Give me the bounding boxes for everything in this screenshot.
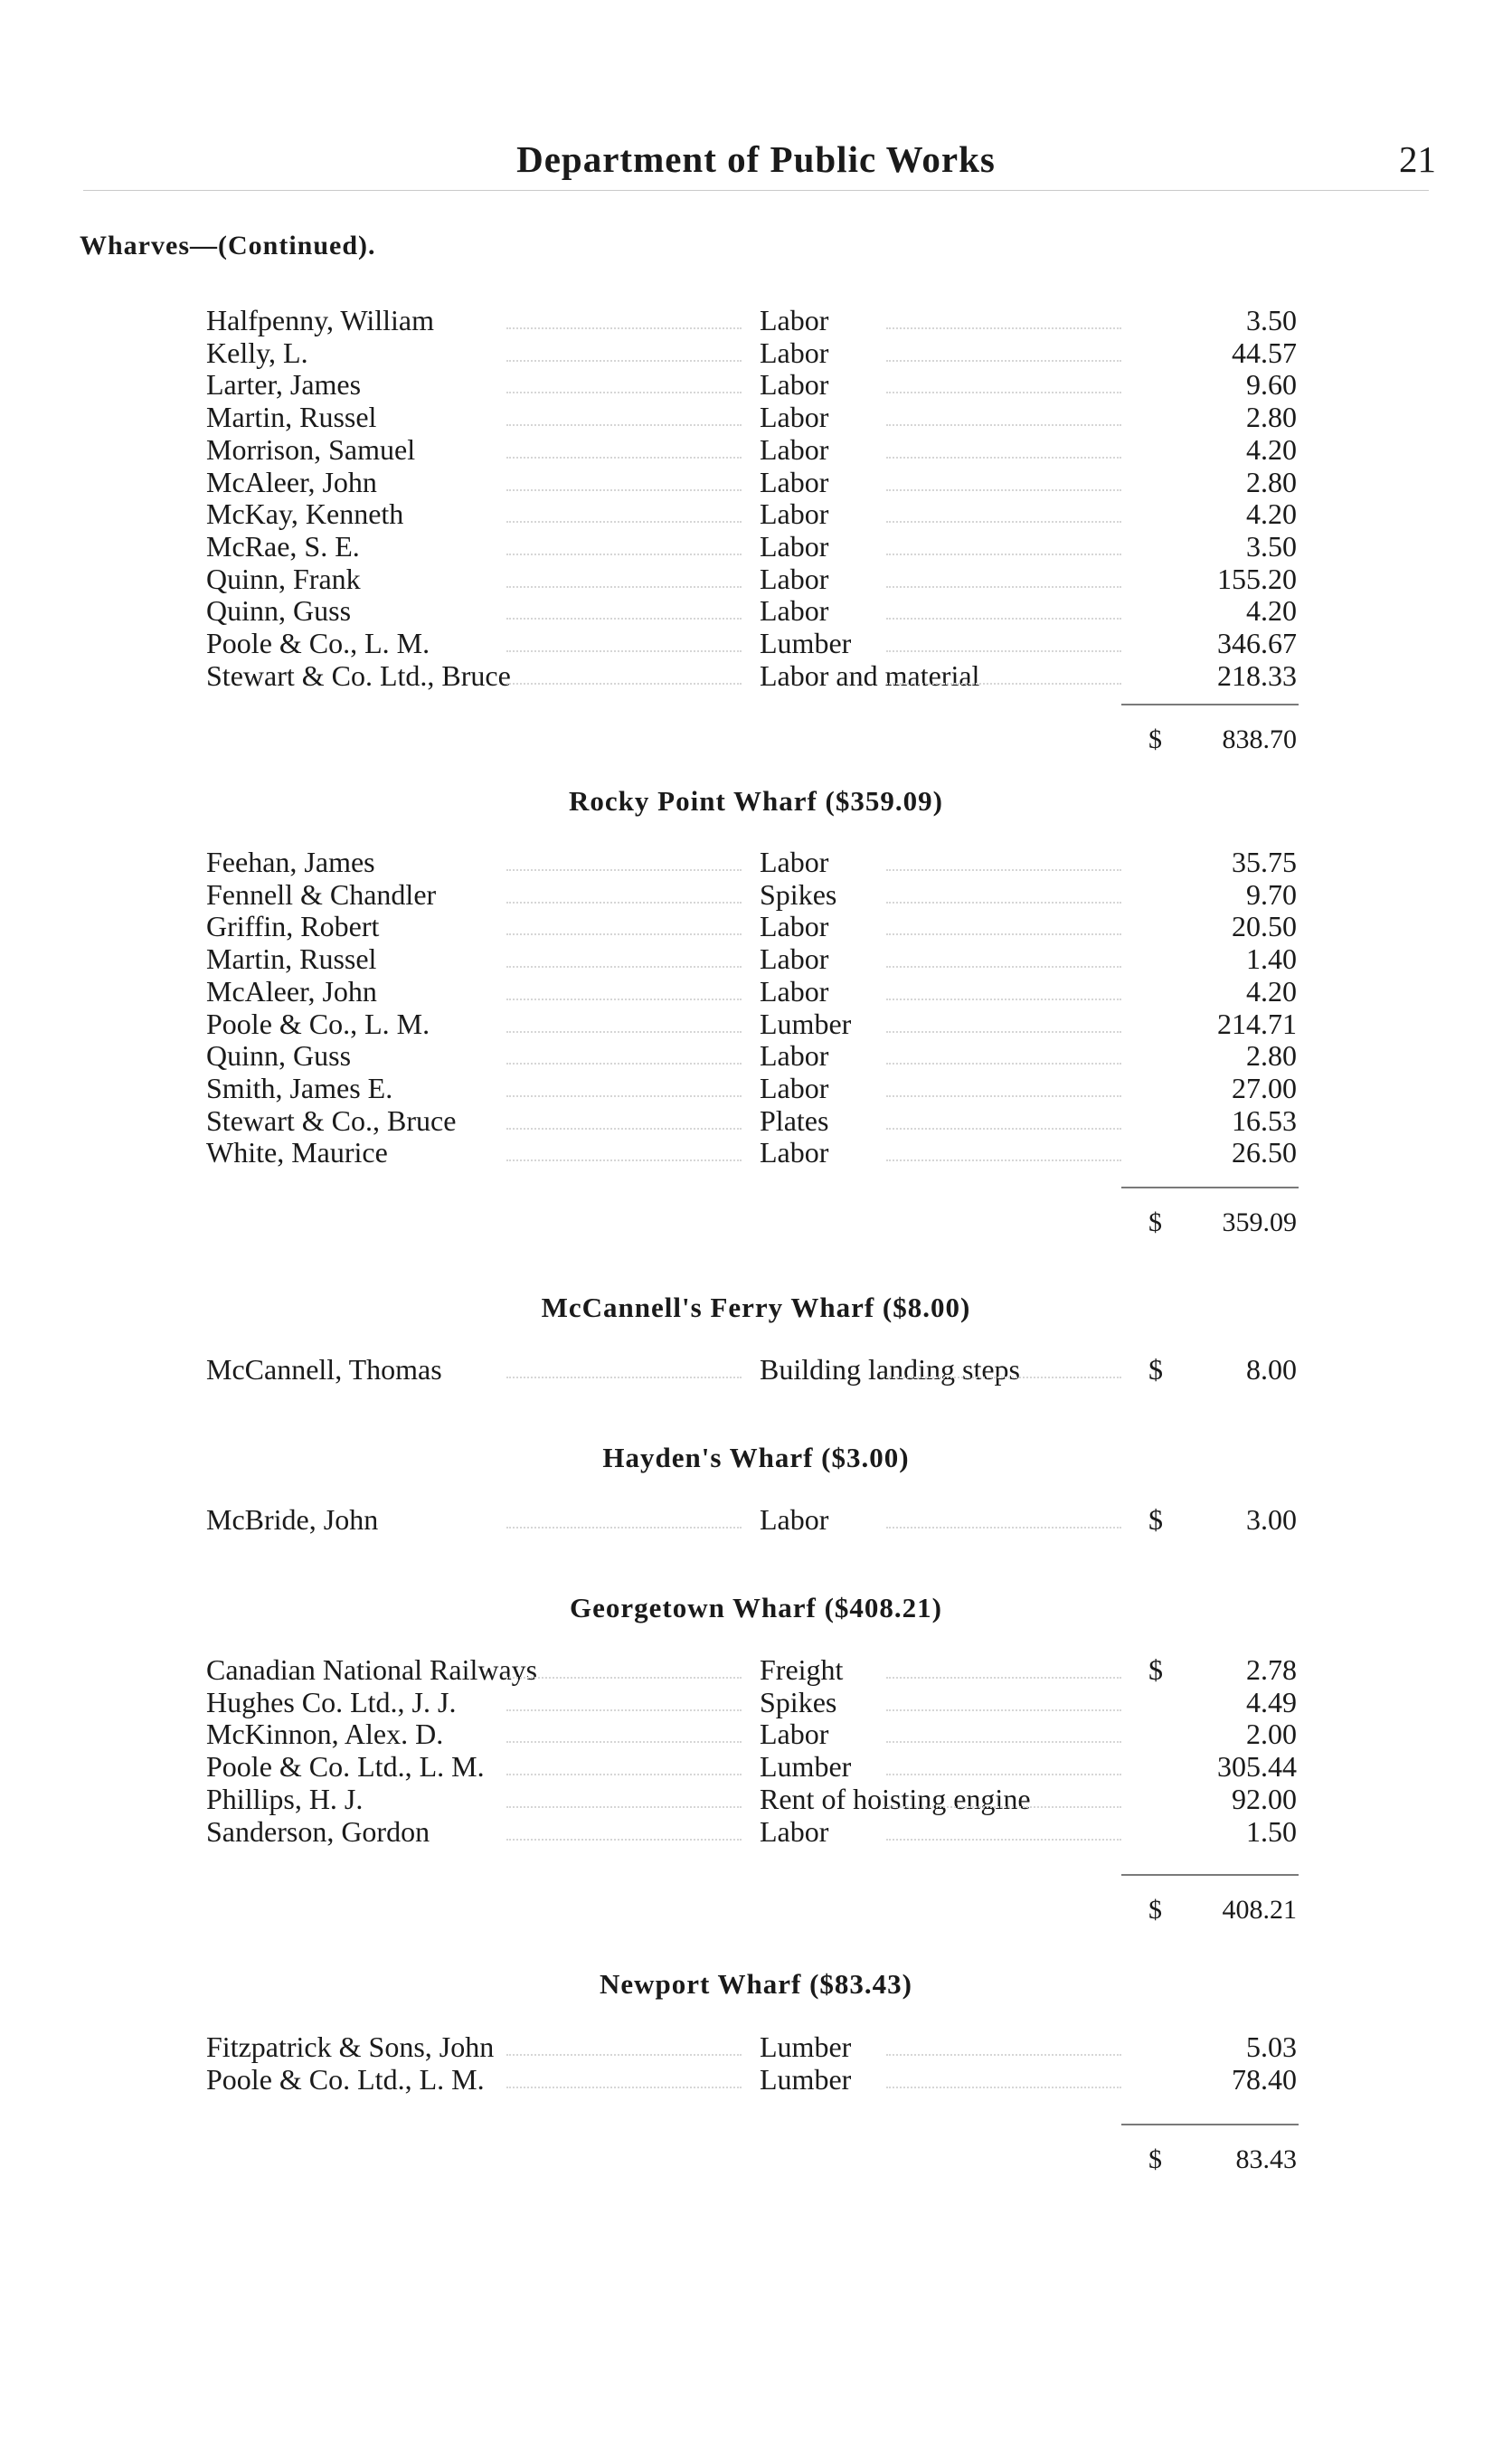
expense-item: Labor (760, 1503, 829, 1536)
expense-item: Labor (760, 942, 829, 976)
ledger-row (0, 497, 1512, 530)
amount: 27.00 (1232, 1071, 1297, 1104)
expense-item: Labor (760, 594, 829, 628)
expense-item: Spikes (760, 877, 837, 911)
payee-name: Griffin, Robert (206, 910, 380, 943)
total-rule (1121, 1874, 1299, 1876)
ledger-row (0, 2030, 1512, 2063)
amount: 9.60 (1246, 368, 1297, 402)
expense-item: Rent of hoisting engine (760, 1782, 1031, 1815)
amount: 2.80 (1246, 1039, 1297, 1073)
ledger-row (0, 401, 1512, 433)
ledger-row (0, 627, 1512, 659)
amount: 346.67 (1217, 627, 1297, 659)
dot-leader (506, 2054, 742, 2056)
dot-leader (886, 683, 1121, 685)
ledger-row (0, 942, 1512, 975)
ledger-row (0, 910, 1512, 942)
expense-item: Labor (760, 1136, 829, 1169)
ledger-row (0, 1104, 1512, 1137)
ledger-row (0, 1136, 1512, 1169)
total-amount: 408.21 (1222, 1895, 1297, 1925)
dot-leader (886, 618, 1121, 620)
payee-name: Quinn, Frank (206, 562, 361, 595)
amount: 4.20 (1246, 432, 1297, 466)
ledger-row (0, 1815, 1512, 1848)
total-rule (1121, 1187, 1299, 1188)
dot-leader (506, 1527, 742, 1529)
amount: 218.33 (1217, 658, 1297, 692)
dot-leader (506, 683, 742, 685)
expense-item: Labor (760, 1814, 829, 1848)
amount: 26.50 (1232, 1136, 1297, 1169)
continued-heading: Wharves—(Continued). (80, 231, 376, 260)
payee-name: Martin, Russel (206, 401, 377, 434)
ledger-row (0, 530, 1512, 563)
dot-leader (886, 1741, 1121, 1743)
dot-leader (886, 457, 1121, 459)
expense-item: Lumber (760, 2062, 852, 2096)
dot-leader (886, 999, 1121, 1000)
section-total (0, 1207, 1512, 1239)
dot-leader (886, 1063, 1121, 1065)
payee-name: Morrison, Samuel (206, 432, 416, 466)
section-title: McCannell's Ferry Wharf ($8.00) (541, 1292, 971, 1323)
ledger-row (0, 594, 1512, 627)
dollar-sign: $ (1148, 1653, 1163, 1686)
amount: 3.00 (1246, 1503, 1297, 1536)
dot-leader (506, 869, 742, 871)
payee-name: Halfpenny, William (206, 304, 434, 336)
payee-name: Quinn, Guss (206, 1039, 352, 1073)
expense-item: Plates (760, 1103, 829, 1137)
dot-leader (886, 1095, 1121, 1097)
dot-leader (506, 933, 742, 935)
ledger-row (0, 368, 1512, 401)
expense-item: Labor (760, 910, 829, 943)
dot-leader (506, 618, 742, 620)
dot-leader (506, 966, 742, 968)
dot-leader (506, 327, 742, 329)
page-header (0, 137, 1512, 192)
amount: 92.00 (1232, 1782, 1297, 1815)
dot-leader (886, 489, 1121, 491)
amount: 1.50 (1246, 1814, 1297, 1848)
amount: 155.20 (1217, 562, 1297, 595)
amount: 9.70 (1246, 877, 1297, 911)
dollar-sign: $ (1148, 724, 1162, 754)
total-rule (1121, 704, 1299, 705)
ledger-row (0, 433, 1512, 466)
section-total (0, 1894, 1512, 1926)
payee-name: McKay, Kenneth (206, 497, 404, 531)
amount: 20.50 (1232, 910, 1297, 943)
dot-leader (886, 1031, 1121, 1033)
ledger-row (0, 878, 1512, 911)
payee-name: Poole & Co., L. M. (206, 627, 430, 659)
expense-item: Freight (760, 1653, 844, 1686)
expense-item: Labor (760, 304, 829, 336)
expense-item: Lumber (760, 1750, 852, 1784)
payee-name: Fennell & Chandler (206, 877, 437, 911)
dot-leader (506, 2087, 742, 2088)
expense-item: Labor (760, 497, 829, 531)
amount: 3.50 (1246, 529, 1297, 563)
ledger-row (0, 336, 1512, 369)
total-amount: 359.09 (1222, 1207, 1297, 1237)
total-amount: 83.43 (1235, 2144, 1297, 2174)
dot-leader (506, 1377, 742, 1378)
running-title: Department of Public Works (516, 138, 996, 180)
payee-name: White, Maurice (206, 1136, 388, 1169)
ledger-row (0, 1783, 1512, 1815)
ledger-row (0, 846, 1512, 878)
dot-leader (506, 1128, 742, 1130)
ledger-row (0, 975, 1512, 1008)
payee-name: McRae, S. E. (206, 529, 360, 563)
payee-name: Feehan, James (206, 846, 375, 878)
amount: 2.78 (1246, 1653, 1297, 1686)
dot-leader (886, 327, 1121, 329)
ledger-row (0, 1750, 1512, 1783)
payee-name: Smith, James E. (206, 1071, 393, 1104)
amount: 214.71 (1217, 1007, 1297, 1040)
payee-name: Kelly, L. (206, 336, 308, 369)
amount: 8.00 (1246, 1353, 1297, 1386)
expense-item: Labor (760, 974, 829, 1008)
section-title: Hayden's Wharf ($3.00) (602, 1442, 910, 1473)
payee-name: Stewart & Co., Bruce (206, 1103, 457, 1137)
dollar-sign: $ (1148, 1207, 1162, 1237)
page-number: 21 (1399, 138, 1436, 180)
dot-leader (886, 1709, 1121, 1711)
dot-leader (886, 1806, 1121, 1808)
dot-leader (506, 999, 742, 1000)
payee-name: Poole & Co. Ltd., L. M. (206, 1750, 485, 1784)
expense-item: Labor (760, 846, 829, 878)
expense-item: Lumber (760, 2030, 852, 2063)
dot-leader (886, 554, 1121, 555)
expense-item: Labor (760, 401, 829, 434)
dot-leader (886, 424, 1121, 426)
dot-leader (506, 1677, 742, 1679)
payee-name: Quinn, Guss (206, 594, 352, 628)
ledger-row (0, 466, 1512, 498)
amount: 78.40 (1232, 2062, 1297, 2096)
dollar-sign: $ (1148, 1503, 1163, 1536)
amount: 4.49 (1246, 1685, 1297, 1718)
dollar-sign: $ (1148, 1353, 1163, 1386)
ledger-row (0, 563, 1512, 595)
dot-leader (886, 650, 1121, 652)
dot-leader (886, 869, 1121, 871)
dot-leader (506, 1095, 742, 1097)
dot-leader (886, 1128, 1121, 1130)
ledger-row (0, 1008, 1512, 1040)
payee-name: Fitzpatrick & Sons, John (206, 2030, 495, 2063)
ledger-row (0, 1039, 1512, 1072)
expense-item: Labor (760, 465, 829, 498)
dot-leader (886, 1839, 1121, 1841)
payee-name: Martin, Russel (206, 942, 377, 976)
expense-item: Spikes (760, 1685, 837, 1718)
dot-leader (886, 2054, 1121, 2056)
dot-leader (506, 1063, 742, 1065)
payee-name: Canadian National Railways (206, 1653, 538, 1686)
dot-leader (886, 1159, 1121, 1161)
dollar-sign: $ (1148, 1895, 1162, 1925)
ledger-row (0, 1353, 1512, 1386)
amount: 16.53 (1232, 1103, 1297, 1137)
amount: 4.20 (1246, 497, 1297, 531)
header-rule (83, 190, 1429, 191)
dot-leader (506, 1159, 742, 1161)
total-rule (1121, 2124, 1299, 2125)
payee-name: Phillips, H. J. (206, 1782, 364, 1815)
payee-name: Poole & Co., L. M. (206, 1007, 430, 1040)
dot-leader (886, 586, 1121, 588)
ledger-row (0, 2063, 1512, 2096)
expense-item: Labor (760, 336, 829, 369)
expense-item: Labor and material (760, 658, 980, 692)
dot-leader (886, 1527, 1121, 1529)
dot-leader (506, 521, 742, 523)
amount: 305.44 (1217, 1750, 1297, 1784)
ledger-row (0, 659, 1512, 692)
dollar-sign: $ (1148, 2144, 1162, 2174)
dot-leader (886, 1677, 1121, 1679)
amount: 4.20 (1246, 974, 1297, 1008)
section-total (0, 724, 1512, 756)
expense-item: Labor (760, 368, 829, 402)
dot-leader (506, 554, 742, 555)
expense-item: Labor (760, 1071, 829, 1104)
dot-leader (506, 1031, 742, 1033)
dot-leader (886, 2087, 1121, 2088)
section-total (0, 2144, 1512, 2176)
dot-leader (886, 392, 1121, 393)
dot-leader (506, 586, 742, 588)
expense-item: Lumber (760, 627, 852, 659)
ledger-row (0, 1653, 1512, 1686)
dot-leader (886, 902, 1121, 904)
dot-leader (506, 1741, 742, 1743)
payee-name: Sanderson, Gordon (206, 1814, 430, 1848)
section-title: Rocky Point Wharf ($359.09) (569, 785, 943, 817)
amount: 3.50 (1246, 304, 1297, 336)
expense-item: Labor (760, 1718, 829, 1751)
ledger-row (0, 1718, 1512, 1750)
dot-leader (886, 360, 1121, 362)
ledger-row (0, 1686, 1512, 1718)
dot-leader (506, 1709, 742, 1711)
payee-name: Larter, James (206, 368, 362, 402)
dot-leader (506, 457, 742, 459)
payee-name: McAleer, John (206, 465, 377, 498)
expense-item: Lumber (760, 1007, 852, 1040)
payee-name: McKinnon, Alex. D. (206, 1718, 444, 1751)
dot-leader (506, 392, 742, 393)
payee-name: Hughes Co. Ltd., J. J. (206, 1685, 457, 1718)
dot-leader (886, 1377, 1121, 1378)
payee-name: McBride, John (206, 1503, 379, 1536)
expense-item: Labor (760, 529, 829, 563)
expense-item: Labor (760, 432, 829, 466)
amount: 4.20 (1246, 594, 1297, 628)
section-title: Newport Wharf ($83.43) (599, 1968, 913, 2000)
amount: 1.40 (1246, 942, 1297, 976)
expense-item: Building landing steps (760, 1353, 1020, 1386)
dot-leader (506, 1774, 742, 1775)
amount: 35.75 (1232, 846, 1297, 878)
dot-leader (886, 933, 1121, 935)
ledger-row (0, 1072, 1512, 1104)
amount: 2.80 (1246, 401, 1297, 434)
dot-leader (886, 966, 1121, 968)
ledger-row (0, 304, 1512, 336)
total-amount: 838.70 (1222, 724, 1297, 754)
dot-leader (506, 360, 742, 362)
dot-leader (886, 1774, 1121, 1775)
payee-name: Poole & Co. Ltd., L. M. (206, 2062, 485, 2096)
ledger-row (0, 1503, 1512, 1536)
payee-name: Stewart & Co. Ltd., Bruce (206, 658, 511, 692)
payee-name: McAleer, John (206, 974, 377, 1008)
dot-leader (506, 1806, 742, 1808)
amount: 5.03 (1246, 2030, 1297, 2063)
dot-leader (506, 489, 742, 491)
section-title: Georgetown Wharf ($408.21) (569, 1592, 942, 1623)
payee-name: McCannell, Thomas (206, 1353, 442, 1386)
amount: 2.80 (1246, 465, 1297, 498)
amount: 2.00 (1246, 1718, 1297, 1751)
amount: 44.57 (1232, 336, 1297, 369)
dot-leader (506, 650, 742, 652)
dot-leader (506, 902, 742, 904)
expense-item: Labor (760, 1039, 829, 1073)
dot-leader (506, 424, 742, 426)
expense-item: Labor (760, 562, 829, 595)
dot-leader (506, 1839, 742, 1841)
dot-leader (886, 521, 1121, 523)
